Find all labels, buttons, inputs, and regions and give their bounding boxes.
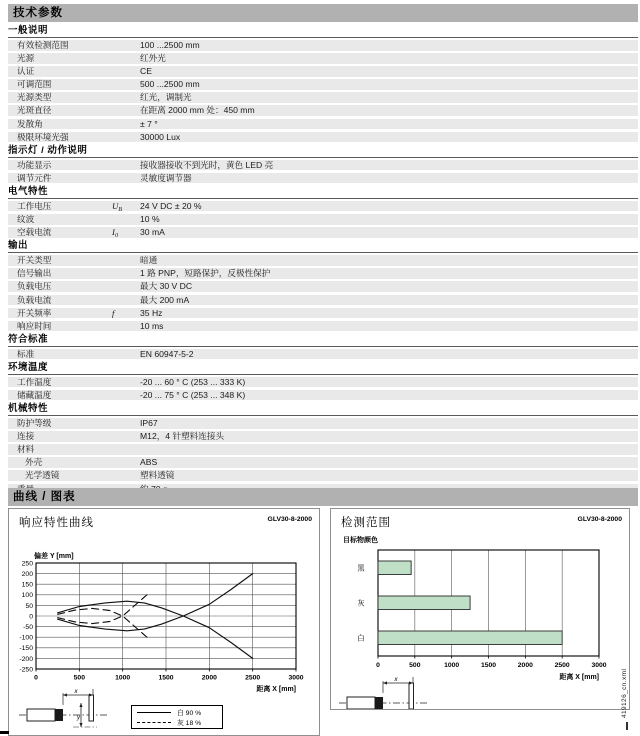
- y-tick-label: 200: [21, 571, 33, 578]
- spec-label: 开关频率: [17, 307, 52, 318]
- left-chart-model-label: GLV30-8-2000: [267, 516, 312, 523]
- spec-value: 100 ...2500 mm: [140, 40, 200, 50]
- bar-灰: [378, 596, 470, 610]
- spec-row: [8, 79, 638, 90]
- sensor-head: [375, 697, 383, 709]
- response-curve-panel: [8, 508, 320, 736]
- spec-row: [8, 227, 638, 238]
- page-corner-mark: [0, 731, 9, 734]
- document-reference-sidenote: 419126_cn.xml: [621, 668, 628, 718]
- spec-row: [8, 66, 638, 77]
- sensor-head: [55, 709, 63, 721]
- spec-value: 24 V DC ± 20 %: [140, 200, 202, 211]
- spec-value: ± 7 °: [140, 118, 158, 129]
- bar-黑: [378, 561, 411, 575]
- y-tick-label: 150: [21, 581, 33, 589]
- spec-value: 10 ms: [140, 320, 164, 331]
- x-tick-label: 3000: [591, 662, 607, 669]
- target-plate: [409, 683, 414, 709]
- spec-row: [8, 268, 638, 279]
- category-label: 灰: [357, 598, 365, 608]
- response-curve-chart: [9, 509, 319, 735]
- curve-white-90-upper: [58, 601, 253, 658]
- spec-row: [8, 132, 638, 143]
- chart-legend: [131, 705, 223, 729]
- y-tick-label: 50: [25, 602, 33, 610]
- spec-value: 塑料透镜: [140, 470, 175, 481]
- spec-label: 外壳: [25, 457, 43, 468]
- spec-value: 最大 30 V DC: [140, 281, 193, 292]
- spec-label: 负载电流: [17, 294, 52, 305]
- spec-label: 光斑直径: [17, 105, 52, 116]
- spec-label: 开关类型: [17, 255, 52, 266]
- spec-label: 标准: [17, 348, 35, 359]
- arrowhead-left: [63, 693, 67, 696]
- spec-row: [8, 119, 638, 130]
- spec-value: 1 路 PNP，短路保护，反极性保护: [140, 268, 271, 279]
- spec-label: 认证: [17, 66, 35, 77]
- x-tick-label: 0: [34, 674, 38, 682]
- spec-row: [8, 160, 638, 171]
- spec-row: [8, 377, 638, 388]
- spec-label: 工作电压: [17, 200, 52, 211]
- y-tick-label: -250: [19, 666, 33, 674]
- spec-value: 在距离 2000 mm 处：450 mm: [140, 105, 255, 116]
- x-tick-label: 2500: [554, 662, 570, 669]
- spec-label: 功能显示: [17, 159, 52, 170]
- x-tick-label: 1500: [158, 674, 174, 682]
- x-tick-label: 2500: [245, 674, 261, 682]
- x-tick-label: 2000: [517, 662, 533, 669]
- spec-label: 调节元件: [17, 172, 52, 183]
- spec-row: [8, 214, 638, 225]
- spec-value: 暗通: [140, 255, 158, 266]
- y-tick-label: 100: [21, 592, 33, 600]
- spec-row: [8, 53, 638, 64]
- legend-item-grey: [132, 718, 222, 726]
- spec-row: [8, 321, 638, 332]
- dim-x-label: x: [394, 676, 398, 683]
- detection-range-chart: [331, 509, 629, 709]
- target-plate: [89, 695, 94, 721]
- detection-range-panel: [330, 508, 630, 710]
- tech-params-header: 技术参数: [8, 4, 638, 22]
- spec-value: 红外光: [140, 53, 166, 64]
- legend-item-white: [132, 708, 222, 716]
- spec-label: 有效检测范围: [17, 40, 69, 50]
- dim-y-label: y: [77, 715, 80, 721]
- dashed-line-sample-icon: [137, 722, 171, 723]
- x-tick-label: 0: [376, 662, 380, 669]
- section-header: 符合标准: [8, 334, 638, 347]
- section-header: 电气特性: [8, 186, 638, 199]
- right-chart-model-label: GLV30-8-2000: [577, 516, 622, 523]
- arrowhead-left: [383, 681, 387, 684]
- spec-label: 信号输出: [17, 268, 52, 279]
- y-tick-label: 0: [29, 613, 33, 621]
- spec-symbol: $I_0$: [112, 227, 118, 240]
- spec-label: 连接: [17, 431, 35, 442]
- y-tick-label: -150: [19, 645, 33, 653]
- spec-value: 接收器接收不到光时，黄色 LED 亮: [140, 159, 274, 170]
- x-axis-label: 距离 X [mm]: [256, 686, 296, 693]
- sensor-schematic: [19, 688, 107, 727]
- spec-label: 工作温度: [17, 376, 52, 387]
- section-header: 机械特性: [8, 403, 638, 416]
- spec-label: 响应时间: [17, 320, 52, 331]
- spec-value: 35 Hz: [140, 307, 163, 318]
- y-tick-label: -100: [19, 634, 33, 642]
- x-tick-label: 500: [73, 674, 86, 682]
- spec-label: 可调范围: [17, 79, 52, 90]
- spec-row: [8, 308, 638, 319]
- legend-label: 灰 18 %: [177, 720, 202, 727]
- spec-value: 灵敏度调节器: [140, 172, 192, 183]
- spec-row: [8, 105, 638, 116]
- arrowhead-down: [79, 723, 82, 727]
- sensor-body: [347, 697, 375, 709]
- y-axis-label: 偏差 Y [mm]: [34, 553, 74, 560]
- spec-row: [8, 431, 638, 442]
- spec-symbol: f: [112, 307, 115, 318]
- spec-label: 发散角: [17, 118, 43, 129]
- spec-label: 纹波: [17, 214, 35, 225]
- left-chart-grid: [36, 563, 296, 669]
- spec-label: 材料: [17, 444, 35, 455]
- spec-value: IP67: [140, 418, 158, 429]
- spec-value: EN 60947-5-2: [140, 348, 194, 359]
- x-tick-label: 3000: [288, 674, 304, 682]
- section-header: 输出: [8, 240, 638, 253]
- sensor-body: [27, 709, 55, 721]
- category-label: 黑: [357, 563, 365, 573]
- spec-row: [8, 390, 638, 401]
- sensor-schematic: [339, 676, 427, 709]
- spec-value: 最大 200 mA: [140, 294, 190, 305]
- x-tick-label: 1500: [480, 662, 497, 669]
- spec-value: 红光，调制光: [140, 92, 192, 103]
- curves-charts-header: 曲线 / 图表: [8, 488, 638, 506]
- left-chart-title: 响应特性曲线: [19, 517, 94, 529]
- spec-value: CE: [140, 66, 152, 77]
- group-label: 目标物颜色: [343, 537, 378, 544]
- section-header: 一般说明: [8, 25, 638, 38]
- arrowhead-up: [79, 703, 82, 707]
- spec-row: [8, 457, 638, 468]
- spec-row: [8, 470, 638, 481]
- spec-label: 防护等级: [17, 418, 52, 429]
- spec-value: 10 %: [140, 214, 160, 225]
- spec-row: [8, 418, 638, 429]
- section-header: 指示灯 / 动作说明: [8, 145, 638, 158]
- spec-value: -20 ... 75 ° C (253 ... 348 K): [140, 389, 246, 400]
- x-axis-label: 距离 X [mm]: [559, 674, 599, 681]
- y-tick-label: -50: [23, 624, 33, 631]
- x-tick-label: 500: [409, 662, 421, 669]
- spec-row: [8, 92, 638, 103]
- sidenote-tick: [626, 722, 628, 730]
- spec-row: [8, 281, 638, 292]
- spec-row: [8, 349, 638, 360]
- spec-row: [8, 173, 638, 184]
- spec-row: [8, 201, 638, 212]
- spec-label: 光源类型: [17, 92, 52, 103]
- bar-白: [378, 631, 562, 645]
- spec-table: [8, 25, 638, 497]
- legend-label: 白 90 %: [177, 710, 202, 717]
- spec-label: 空载电流: [17, 227, 52, 238]
- spec-row: [8, 40, 638, 51]
- spec-value: ABS: [140, 457, 158, 468]
- section-header: 环境温度: [8, 362, 638, 375]
- spec-label: 光学透镜: [25, 470, 60, 481]
- spec-value: 500 ...2500 mm: [140, 79, 200, 90]
- spec-value: M12，4 针塑料连接头: [140, 431, 225, 442]
- y-tick-label: 250: [21, 560, 33, 568]
- spec-row: [8, 444, 638, 455]
- spec-value: -20 ... 60 ° C (253 ... 333 K): [140, 376, 246, 387]
- spec-value: 30 mA: [140, 227, 165, 238]
- spec-label: 极限环境光强: [17, 131, 69, 142]
- x-tick-label: 1000: [444, 662, 460, 669]
- spec-row: [8, 295, 638, 306]
- x-tick-label: 1000: [115, 674, 131, 682]
- spec-value: 30000 Lux: [140, 131, 181, 142]
- curve-white-90-lower: [58, 574, 253, 631]
- spec-row: [8, 255, 638, 266]
- dim-x-label: x: [74, 688, 78, 695]
- right-chart-title: 检测范围: [341, 517, 391, 529]
- spec-label: 储藏温度: [17, 389, 52, 400]
- spec-symbol: $U_B$: [112, 200, 123, 213]
- category-label: 白: [357, 633, 365, 643]
- solid-line-sample-icon: [137, 712, 171, 713]
- spec-label: 负载电压: [17, 281, 52, 292]
- spec-label: 光源: [17, 53, 35, 64]
- y-tick-label: -200: [19, 655, 33, 663]
- x-tick-label: 2000: [201, 674, 217, 682]
